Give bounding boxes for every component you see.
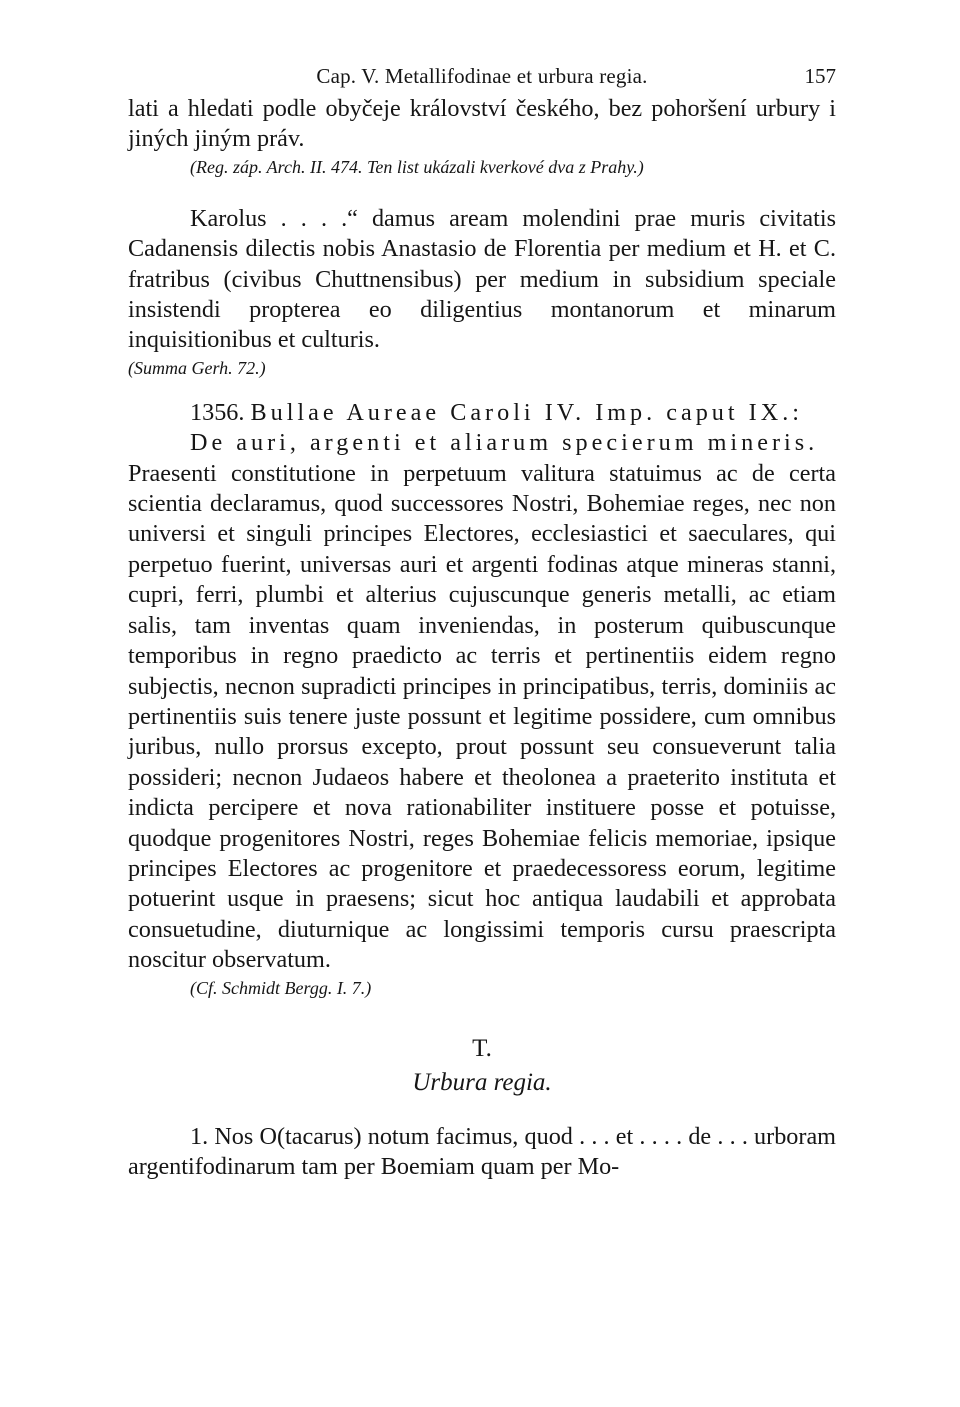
entry-paragraph: Karolus . . . .“ damus aream molendini prae muris civitatis Cadanensis dilectis nobis Anastasio de Florentia per medium et H. et C. fratribus (civibus Chuttnensibus) per medium in subsidium speciale insistendi propterea eo diligentius montanorum et minarum inquisitionibus et culturis. (128, 204, 836, 354)
source-note: (Cf. Schmidt Bergg. I. 7.) (190, 977, 372, 998)
source-note: (Summa Gerh. 72.) (128, 357, 266, 378)
section-letter: T. (472, 1034, 492, 1062)
source-note: (Reg. záp. Arch. II. 474. Ten list ukázali kverkové dva z Prahy.) (190, 156, 644, 177)
document-page (128, 58, 836, 1358)
entry-paragraph: lati a hledati podle obyčeje království českého, bez pohoršení urbury i jiných jiným práv. (128, 95, 836, 153)
entry-subheading: De auri, argenti et aliarum specierum mineris. (190, 429, 819, 457)
section-title: Urbura regia. (412, 1068, 552, 1096)
entry-heading (128, 398, 836, 428)
entry-year: 1356. (190, 398, 245, 426)
running-head (128, 58, 836, 94)
final-paragraph: 1. Nos O(tacarus) notum facimus, quod . . . et . . . . de . . . urboram argentifodinarum tam per Boemiam quam per Mo- (128, 1122, 836, 1180)
entry-title: Bullae Aureae Caroli IV. Imp. caput IX.: (250, 398, 803, 426)
running-title: Cap. V. Metallifodinae et urbura regia. (316, 64, 648, 88)
page-number: 157 (804, 64, 836, 88)
entry-paragraph: Praesenti constitutione in perpetuum valitura statuimus ac de certa scientia declaramus, quod successores Nostri, Bohemiae reges, nec non universi et singuli principes Electores, ecclesiastici et saeculares, qui perpetuo fuerint, universas auri et argenti fodinas atque mineras stanni, cupri, ferri, plumbi et alterius cujuscunque generis metalli, ac etiam salis, tam inventas quam inveniendas, in posterum quibuscunque temporibus in regno praedicto ac terris et pertinentiis eidem regno subjectis, necnon supradicti principes in principatibus, terris, dominiis ac pertinentiis suis tenere juste possunt et legitime possidere, cum omnibus juribus, nullo prorsus excepto, prout possunt seu consueverunt talia possideri; necnon Judaeos habere et theolonea a praeterito instituta et indicta percipere et nova rationabiliter instituere posse et potuisse, quodque progenitores Nostri, reges Bohemiae felicis memoriae, ipsique principes Electores ac progenitore et praedecessoress eorum, legitime potuerint usque in praesens; sicut hoc antiqua laudabili et approbata consuetudine, diuturnique ac longissimi temporis cursu praescripta noscitur observatum. (128, 459, 836, 974)
